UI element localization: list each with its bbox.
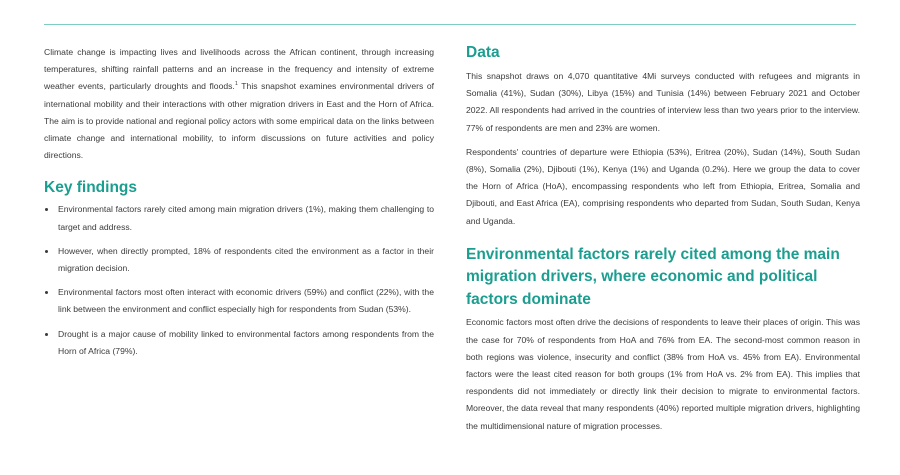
document-title xyxy=(228,0,417,2)
environmental-factors-heading: Environmental factors rarely cited among the main migration drivers, where economic and political factors dominate xyxy=(466,245,840,308)
finding-text: Drought is a major cause of mobility linked to environmental factors among respondents from the Horn of Africa (79%). xyxy=(58,328,434,356)
list-item xyxy=(44,326,434,360)
data-heading: Data xyxy=(466,44,500,61)
data-paragraph-2: Respondents' countries of departure were Ethiopia (53%), Eritrea (20%), Sudan (14%), South Sudan (8%), Somalia (2%), Djibouti (1%), Kenya (1%) and Uganda (0.2%). Here we group the data to cover the Horn of Africa (HoA), encompassing respondents who left from Ethiopia, Eritrea, Somalia and Djibouti, and East Africa (EA), comprising respondents who departed from Sudan, South Sudan, Kenya and Uganda. xyxy=(466,146,860,226)
intro-paragraph xyxy=(44,44,434,164)
intro-text: Climate change is impacting lives and livelihoods across the African continent, through increasing temperatures, shifting rainfall patterns and an increase in the frequency and intensity of extreme weather events, particularly droughts and floods. xyxy=(44,47,434,92)
finding-text: Environmental factors most often interact with economic drivers (59%) and conflict (22%), with the link between the environment and conflict especially high for respondents from Sudan (53%). xyxy=(58,287,434,315)
key-findings-list xyxy=(44,201,434,360)
intro-text-continued: This snapshot examines environmental drivers of international mobility and their interactions with other migration drivers in East and the Horn of Africa. The aim is to provide national and regional policy actors with some empirical data on the links between climate change and international mobility, to inform discussions on future activities and policy directions. xyxy=(44,81,434,161)
bullet-icon xyxy=(45,208,48,211)
left-column xyxy=(44,44,434,367)
environmental-factors-paragraph: Economic factors most often drive the decisions of respondents to leave their places of origin. This was the case for 70% of respondents from HoA and 76% from EA. The second-most common reason in both regions was violence, insecurity and conflict (38% from HoA vs. 45% from EA). Environmental factors were the least cited reason for both groups (1% from HoA vs. 2% from EA). This implies that respondents did not immediately or directly link their decision to migrate to environmental factors. Moreover, the data reveal that many respondents (40%) reported multiple migration drivers, highlighting the multidimensional nature of migration processes. xyxy=(466,317,860,431)
finding-text: However, when directly prompted, 18% of respondents cited the environment as a factor in their migration decision. xyxy=(58,245,434,274)
bullet-icon xyxy=(45,250,48,253)
header-rule xyxy=(44,24,856,25)
key-findings-heading: Key findings xyxy=(44,179,138,197)
footnote-marker[interactable]: 1 xyxy=(234,81,238,88)
title-bar xyxy=(0,0,900,26)
data-paragraph-1: This snapshot draws on 4,070 quantitative 4Mi surveys conducted with refugees and migrants in Somalia (41%), Sudan (30%), Libya (15%) and Tunisia (14%) between February 2021 and October 2022. All respondents had arrived in the countries of interview less than two years prior to the interview. 77% of respondents are men and 23% are women. xyxy=(466,71,860,133)
right-column xyxy=(466,44,860,435)
bullet-icon xyxy=(45,291,48,294)
finding-text: Environmental factors rarely cited among main migration drivers (1%), making them challenging to target and address. xyxy=(58,204,434,232)
list-item xyxy=(44,284,434,318)
list-item xyxy=(44,243,434,277)
list-item xyxy=(44,201,434,235)
paragraph-gap xyxy=(466,137,860,144)
bullet-icon xyxy=(45,333,48,336)
